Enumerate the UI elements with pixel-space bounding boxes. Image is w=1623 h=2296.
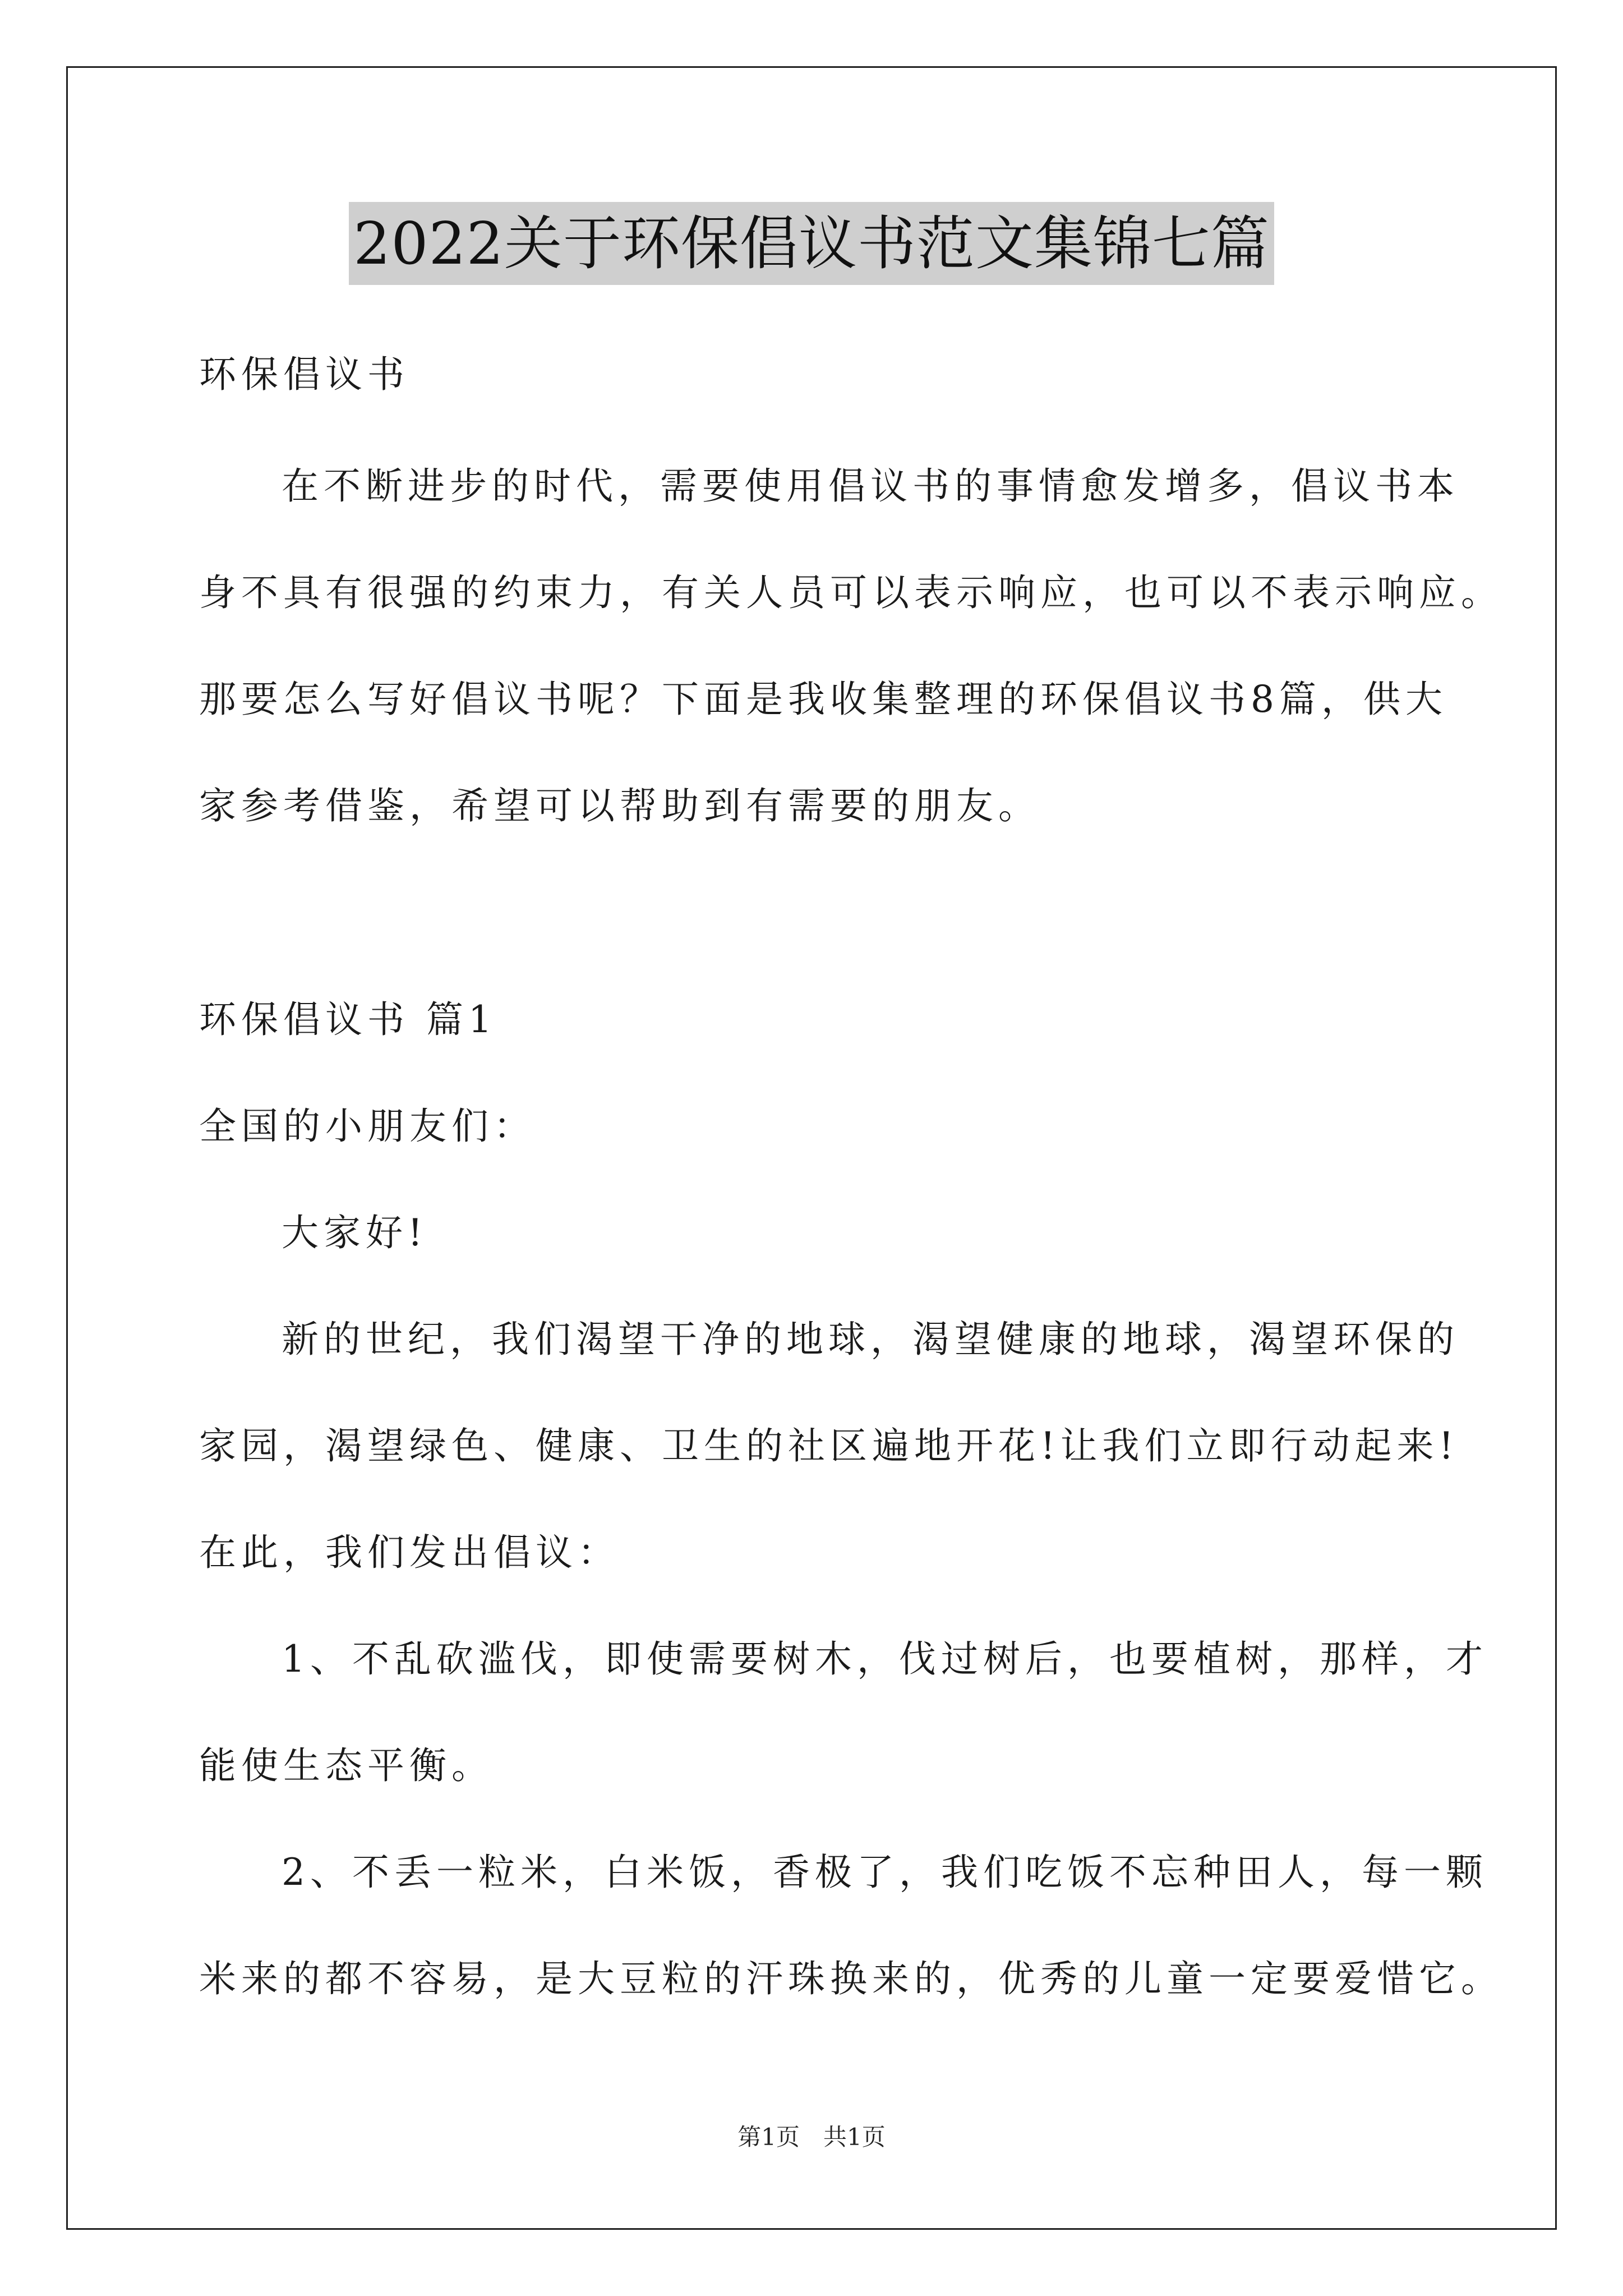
- paragraph-line: 在不断进步的时代，需要使用倡议书的事情愈发增多，倡议书本: [282, 464, 1459, 508]
- paragraph-line: 在此，我们发出倡议：: [199, 1531, 620, 1574]
- page-footer: 第1页 共1页: [737, 2123, 886, 2151]
- list-item-line: 1、不乱砍滥伐，即使需要树木，伐过树后，也要植树，那样，才: [282, 1637, 1488, 1681]
- title-container: [0, 202, 1623, 285]
- section-heading: 环保倡议书 篇1: [199, 998, 497, 1041]
- paragraph-line: 家参考借鉴，希望可以帮助到有需要的朋友。: [199, 784, 1040, 827]
- paragraph-line: 那要怎么写好倡议书呢？下面是我收集整理的环保倡议书8篇，供大: [199, 678, 1447, 721]
- paragraph-line: 身不具有很强的约束力，有关人员可以表示响应，也可以不表示响应。: [199, 571, 1503, 614]
- list-item-line: 能使生态平衡。: [199, 1744, 494, 1787]
- section-heading: 环保倡议书: [199, 353, 409, 396]
- list-item-line: 2、不丢一粒米，白米饭，香极了，我们吃饭不忘种田人，每一颗: [282, 1851, 1488, 1894]
- greeting: 大家好!: [282, 1211, 428, 1254]
- document-title: 2022关于环保倡议书范文集锦七篇: [349, 202, 1274, 285]
- paragraph-line: 新的世纪，我们渴望干净的地球，渴望健康的地球，渴望环保的: [282, 1318, 1459, 1361]
- list-item-line: 米来的都不容易，是大豆粒的汗珠换来的，优秀的儿童一定要爱惜它。: [199, 1957, 1503, 2000]
- salutation: 全国的小朋友们：: [199, 1105, 536, 1148]
- paragraph-line: 家园，渴望绿色、健康、卫生的社区遍地开花!让我们立即行动起来!: [199, 1424, 1459, 1467]
